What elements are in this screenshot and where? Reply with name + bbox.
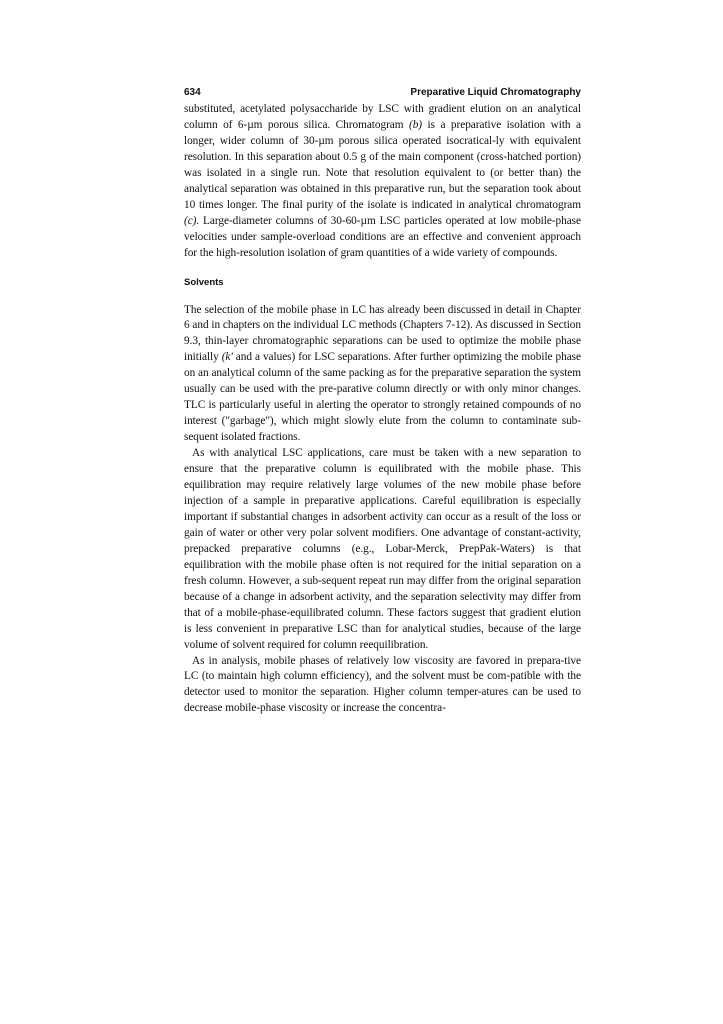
paragraph-3: As with analytical LSC applications, care must be taken with a new separation to ensure that the preparative column is equilibrated with the mobile phase. This equilibration may require relatively large volumes of the new mobile phase before injection of a sample in preparative applications. Careful equilibration is especially important if substantial changes in adsorbent activity can occur as a result of the loss or gain of water or other very polar solvent modifiers. One advantage of constant-activity, prepacked preparative columns (e.g., Lobar-Merck, PrepPak-Waters) is that equilibration with the mobile phase often is not required for the initial separation on a fresh column. However, a sub-sequent repeat run may differ from the original separation because of a change in adsorbent activity, and the separation selectivity may differ from that of a mobile-phase-equilibrated column. These factors suggest that gradient elution is less convenient in preparative LSC than for analytical studies, because of the large volume of solvent required for column reequilibration. xyxy=(184,447,581,651)
paragraph-2-symbol-k: (k' xyxy=(221,351,233,364)
paragraph-1-text-c: Large-diameter columns of 30-60-µm LSC particles operated at low mobile-phase velocities under sample-overload conditions are an effective and convenient approach for the high-resolution isolation of gram quantities of a wide variety of compounds. xyxy=(184,214,581,259)
paragraph-4: As in analysis, mobile phases of relatively low viscosity are favored in prepara-tive LC (to maintain high column efficiency), and the solvent must be com-patible with the detector used to monitor the separation. Higher column temper-atures can be used to decrease mobile-phase viscosity or increase the concentra- xyxy=(184,654,581,715)
running-header xyxy=(184,86,581,100)
paragraph-1 xyxy=(184,102,581,262)
document-page xyxy=(184,86,581,717)
paragraph-2-text-b: and a values) for LSC separations. After further optimizing the mobile phase on an analytical column of the same packing as for the preparative separation the system usually can be used with the pre-parative column directly or with only minor changes. TLC is particularly useful in alerting the operator to strongly retained compounds of no interest ("garbage"), which might slowly elute from the column to contaminate sub-sequent isolated fractions. xyxy=(184,351,581,444)
running-title: Preparative Liquid Chromatography xyxy=(410,87,581,98)
paragraph-1-text-b: is a preparative isolation with a longer, wider column of 30-µm porous silica operated isocratical-ly with equivalent resolution. In this separation about 0.5 g of the main component (cross-hatched portion) was isolated in a single run. Note that resolution equivalent to (or better than) the analytical separation was obtained in this preparative run, but the separation took about 10 times longer. The final purity of the isolate is indicated in analytical chromatogram xyxy=(184,118,581,211)
paragraph-1-ref-c: (c). xyxy=(184,214,200,227)
paragraph-1-ref-b: (b) xyxy=(408,118,423,131)
page-number: 634 xyxy=(184,87,201,98)
paragraph-1-text-a: substituted, acetylated polysaccharide by LSC with gradient elution on an analytical column of 6-µm porous silica. Chromatogram xyxy=(184,103,581,131)
body-text xyxy=(184,102,581,717)
paragraph-2-text-a: The selection of the mobile phase in LC has already been discussed in detail in Chapter 6 and in chapters on the individual LC methods (Chapters 7-12). As discussed in Section 9.3, thin-layer chromatographic separations can be used to optimize the mobile phase initially xyxy=(184,303,581,364)
paragraph-2 xyxy=(184,303,581,447)
section-heading: Solvents xyxy=(184,276,224,288)
